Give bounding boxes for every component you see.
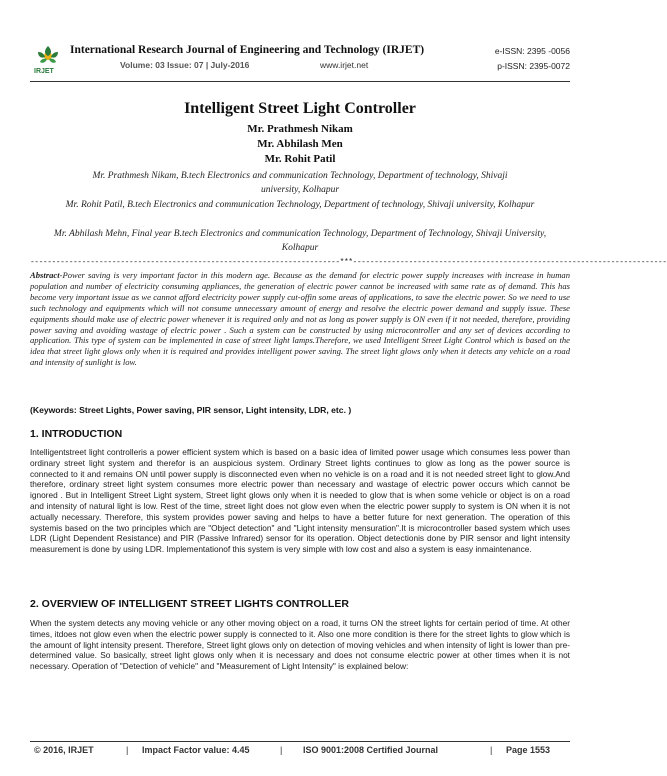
section-heading: 1. INTRODUCTION	[30, 428, 123, 440]
affiliation: Mr. Abhilash Mehn, Final year B.tech Electronics and communication Technology, Department of Technology, Shivaji University, Kolhapur	[53, 229, 547, 253]
journal-header	[30, 40, 570, 80]
section-body: Intelligentstreet light controlleris a power efficient system which is based on a basic idea of limited power usage which consumes less power than ordinary street light system and therefor is an auspicious system. Ordinary Street lights continues to glow as long as the power source is connected to it and remains ON until power supply is disconnected even when no vehicle is on a road and it is not needed street light to glow.And therefore, ordinary street light system consumes more electric power than necessary and wastage of electric power occurs which cannot be ignored . But in Intelligent Street Light system, Street light glows only when it is needed to glow that is when some vehicle or object is on a road and intensity of natural light is low. Rest of the time, street light does not glow even when the electric power supply to system is ON when it is not actually necessary. Therefore, this system provides power saving and helps to have a better future for next generation. The operation of this systemis based on the two principles which are "Object detection" and "Light intensity mensuration".It is microcontroller based system which uses LDR (Light Dependent Resistance) and PIR (Passive Infrared) sensor for its operation. Object detectionis done by PIR sensor and light intensity measurement is done by using LDR. Implementationof this system is very simple with low cost and also a system is easy inmaintenance.	[30, 447, 570, 555]
author-name: Mr. Rohit Patil	[264, 153, 336, 165]
footer-rule	[30, 741, 570, 742]
footer-separator: |	[126, 745, 129, 755]
author-name: Mr. Abhilash Men	[257, 138, 343, 150]
logo-text: IRJET	[34, 68, 54, 75]
journal-website-link[interactable]: www.irjet.net	[320, 60, 369, 70]
e-issn: e-ISSN: 2395 -0056	[494, 46, 570, 56]
footer-separator: |	[280, 745, 283, 755]
abstract-label: Abstract-	[30, 270, 63, 280]
affiliation: Mr. Rohit Patil, B.tech Electronics and communication Technology, Department of technology, Shivaji university, Kolhapur	[65, 200, 535, 210]
footer-copyright: © 2016, IRJET	[34, 745, 94, 755]
volume-issue: Volume: 03 Issue: 07 | July-2016	[120, 60, 250, 70]
header-rule	[30, 81, 570, 82]
p-issn: p-ISSN: 2395-0072	[497, 61, 570, 71]
page-footer	[30, 745, 570, 759]
keywords: (Keywords: Street Lights, Power saving, PIR sensor, Light intensity, LDR, etc. )	[30, 405, 352, 415]
journal-name: International Research Journal of Engineering and Technology (IRJET)	[70, 44, 425, 56]
section-body: When the system detects any moving vehicle or any other moving object on a road, it turns ON the street lights for certain period of time. At other times, itdoes not glow even when the electric power supply is connected to it. Also one more condition is there for the street lights to glow which is the amount of light intensity present. Therefore, Street light glows only on detection of moving vehicles and when intensity of light is lower than pre-determined value. So basically, street light glows only when it is necessary and does not consume electric power at other times when it is not necessary. Operation of "Detection of vehicle" and "Measurement of Light Intensity" is explained below:	[30, 618, 570, 672]
section-divider: ------------------------------------------------------------------------***-------------------------------------------------------------------------	[30, 258, 667, 267]
footer-impact-factor: Impact Factor value: 4.45	[142, 745, 250, 755]
abstract-text: Power saving is very important factor in this modern age. Because as the demand for electric power supply increases with increase in human population and number of electricity consuming appliances, the generation of electric power cannot be increased with same rate as of demand. This has become very important issue as we cannot afford electricity power supply cut-offin some areas of applications, to save the electric power. So we need to use such technology and equipments which will not consume unnecessary amount of energy and resolve the electric power demand and supply issue. These equipments should make use of electric power whenever it is required only and not as long as power supply is ON even if it not needed, therefore, providing power saving and avoiding wastage of electric power . Such a system can be constructed by using microcontroller and any set of devices according to application. This type of system can be implemented in case of street light lamps.Therefore, we used Intelligent Street Light Control which is based on the idea that street light glows only when it is required and provides intelligent power saving. The street light glows only when it detects any vehicle on a road and intensity of sunlight is low.	[30, 270, 570, 368]
affiliation: Mr. Prathmesh Nikam, B.tech Electronics and communication Technology, Department of technology, Shivaji university, Kolhapur	[92, 171, 508, 195]
author-name: Mr. Prathmesh Nikam	[247, 123, 353, 135]
footer-page-number: Page 1553	[506, 745, 551, 755]
paper-title: Intelligent Street Light Controller	[184, 100, 416, 117]
section-heading: 2. OVERVIEW OF INTELLIGENT STREET LIGHTS CONTROLLER	[30, 598, 349, 610]
abstract	[30, 270, 570, 368]
footer-separator: |	[490, 745, 493, 755]
footer-iso: ISO 9001:2008 Certified Journal	[303, 745, 439, 755]
